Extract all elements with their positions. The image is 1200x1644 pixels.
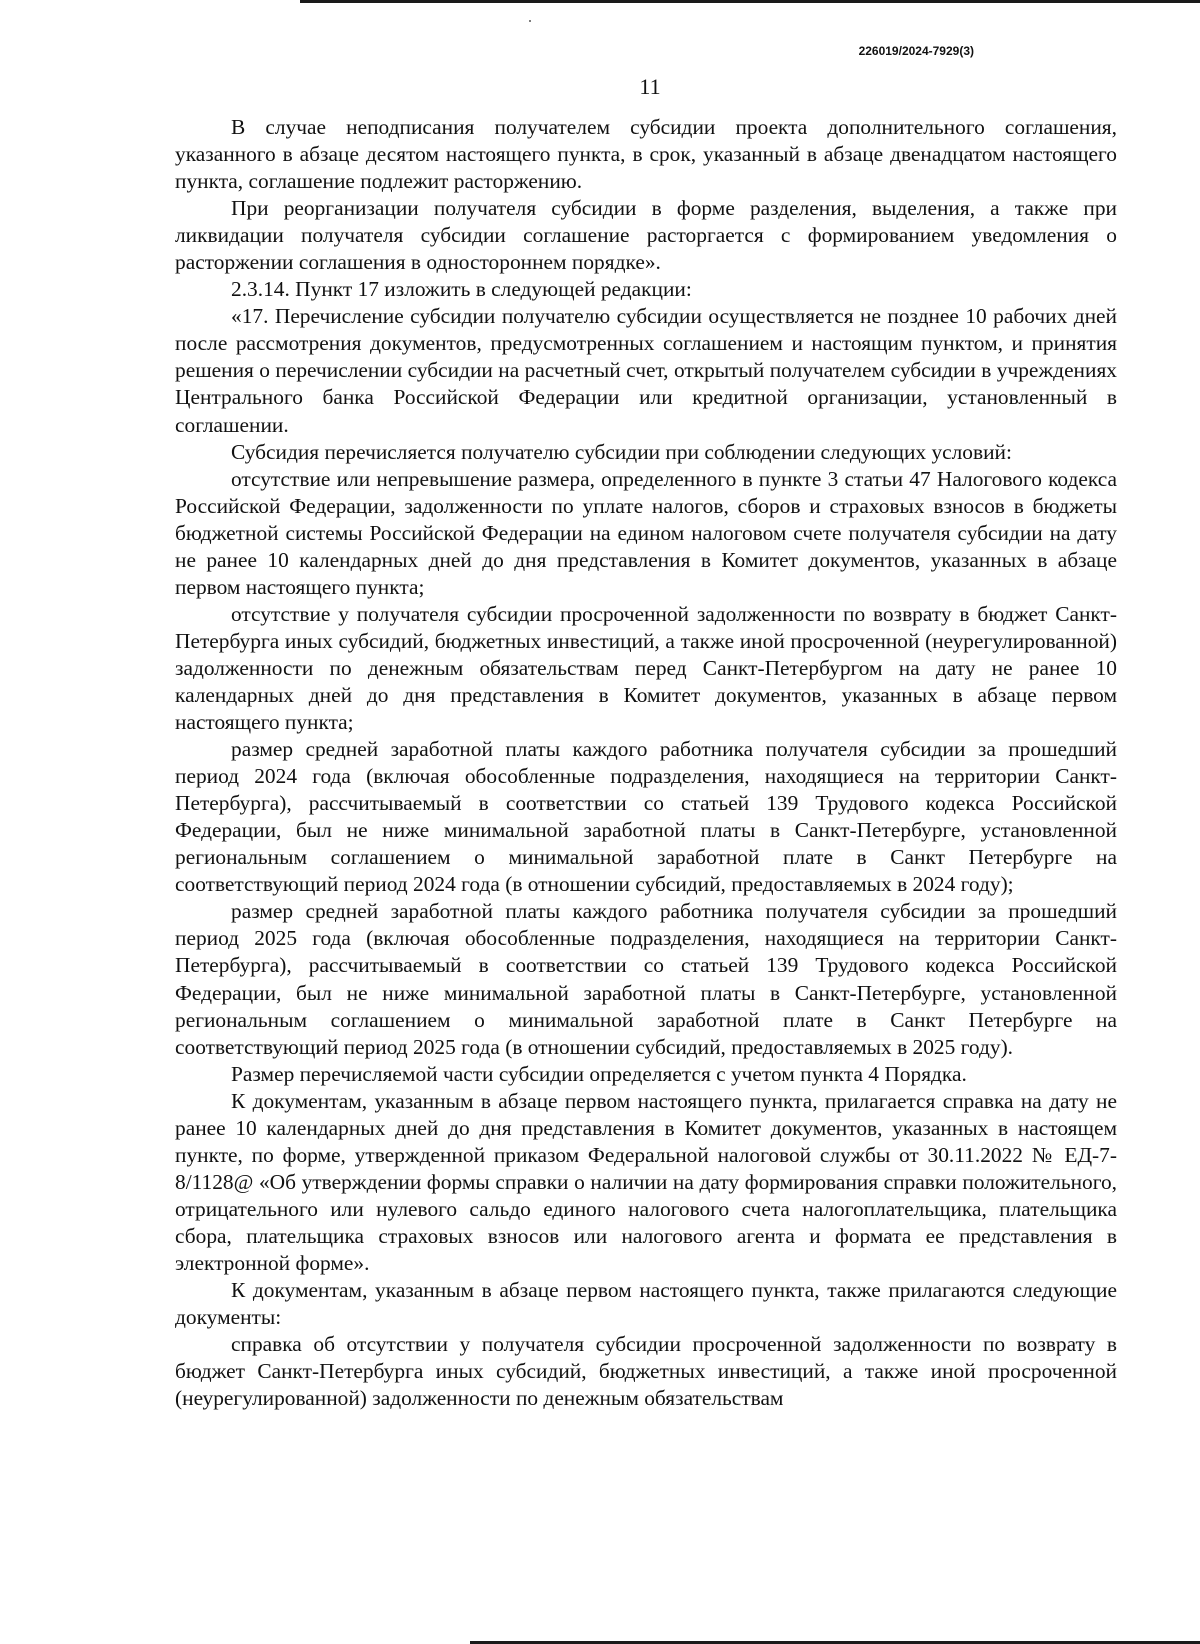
paragraph: 2.3.14. Пункт 17 изложить в следующей редакции:	[231, 277, 692, 302]
scan-speck	[529, 20, 531, 22]
paragraph: Субсидия перечисляется получателю субсидии при соблюдении следующих условий:	[231, 439, 1012, 464]
paragraph: справка об отсутствии у получателя субсидии просроченной задолженности по возврату в бюджет Санкт-Петербурга иных субсидий, бюджетных инвестиций, а также иной просроченной (неурегулированной) задолженности по денежным обязательствам	[175, 1332, 1117, 1411]
paragraph: размер средней заработной платы каждого работника получателя субсидии за прошедший период 2025 года (включая обособленные подразделения, находящиеся на территории Санкт-Петербурга), рассчитываемый в соответствии со статьей 139 Трудового кодекса Российской Федерации, был не ниже минимальной заработной платы в Санкт-Петербурге, установленной региональным соглашением о минимальной заработной плате в Санкт Петербурге на соответствующий период 2025 года (в отношении субсидий, предоставляемых в 2025 году).	[175, 899, 1117, 1059]
paragraph: отсутствие у получателя субсидии просроченной задолженности по возврату в бюджет Санкт-Петербурга иных субсидий, бюджетных инвестиций, а также иной просроченной (неурегулированной) задолженности по денежным обязательствам перед Санкт-Петербургом на дату не ранее 10 календарных дней до дня представления в Комитет документов, указанных в абзаце первом настоящего пункта;	[175, 601, 1117, 735]
page-number: 11	[639, 74, 661, 99]
paragraph: «17. Перечисление субсидии получателю субсидии осуществляется не позднее 10 рабочих дней после рассмотрения документов, предусмотренных соглашением и настоящим пунктом, и принятия решения о перечислении субсидии на расчетный счет, открытый получателем субсидии в учреждениях Центрального банка Российской Федерации или кредитной организации, установленный в соглашении.	[175, 304, 1117, 437]
paragraph: К документам, указанным в абзаце первом настоящего пункта, прилагается справка на дату не ранее 10 календарных дней до дня представления в Комитет документов, указанных в настоящем пункте, по форме, утвержденной приказом Федеральной налоговой службы от 30.11.2022 № ЕД-7-8/1128@ «Об утверждении формы справки о наличии на дату формирования справки положительного, отрицательного или нулевого сальдо единого налогового счета налогоплательщика, плательщика сбора, плательщика страховых взносов или налогового агента и формата ее представления в электронной форме».	[175, 1088, 1117, 1275]
paragraph: При реорганизации получателя субсидии в форме разделения, выделения, а также при ликвидации получателя субсидии соглашение расторгается с формированием уведомления о расторжении соглашения в одностороннем порядке».	[175, 196, 1117, 275]
paragraph: В случае неподписания получателем субсидии проекта дополнительного соглашения, указанного в абзаце десятом настоящего пункта, в срок, указанный в абзаце двенадцатом настоящего пункта, соглашение подлежит расторжению.	[175, 115, 1117, 194]
paragraph: размер средней заработной платы каждого работника получателя субсидии за прошедший период 2024 года (включая обособленные подразделения, находящиеся на территории Санкт-Петербурга), рассчитываемый в соответствии со статьей 139 Трудового кодекса Российской Федерации, был не ниже минимальной заработной платы в Санкт-Петербурге, установленной региональным соглашением о минимальной заработной плате в Санкт Петербурге на соответствующий период 2024 года (в отношении субсидий, предоставляемых в 2024 году);	[175, 737, 1117, 897]
paragraph: Размер перечисляемой части субсидии определяется с учетом пункта 4 Порядка.	[231, 1061, 967, 1086]
scan-edge-top	[300, 0, 1200, 3]
paragraph: отсутствие или непревышение размера, определенного в пункте 3 статьи 47 Налогового кодекса Российской Федерации, задолженности по уплате налогов, сборов и страховых взносов в бюджеты бюджетной системы Российской Федерации на едином налоговом счете получателя субсидии на дату не ранее 10 календарных дней до дня представления в Комитет документов, указанных в абзаце первом настоящего пункта;	[175, 466, 1117, 599]
document-body	[175, 114, 1117, 1412]
paragraph: К документам, указанным в абзаце первом настоящего пункта, также прилагаются следующие документы:	[175, 1278, 1117, 1330]
document-registration-number: 226019/2024-7929(3)	[858, 44, 974, 58]
